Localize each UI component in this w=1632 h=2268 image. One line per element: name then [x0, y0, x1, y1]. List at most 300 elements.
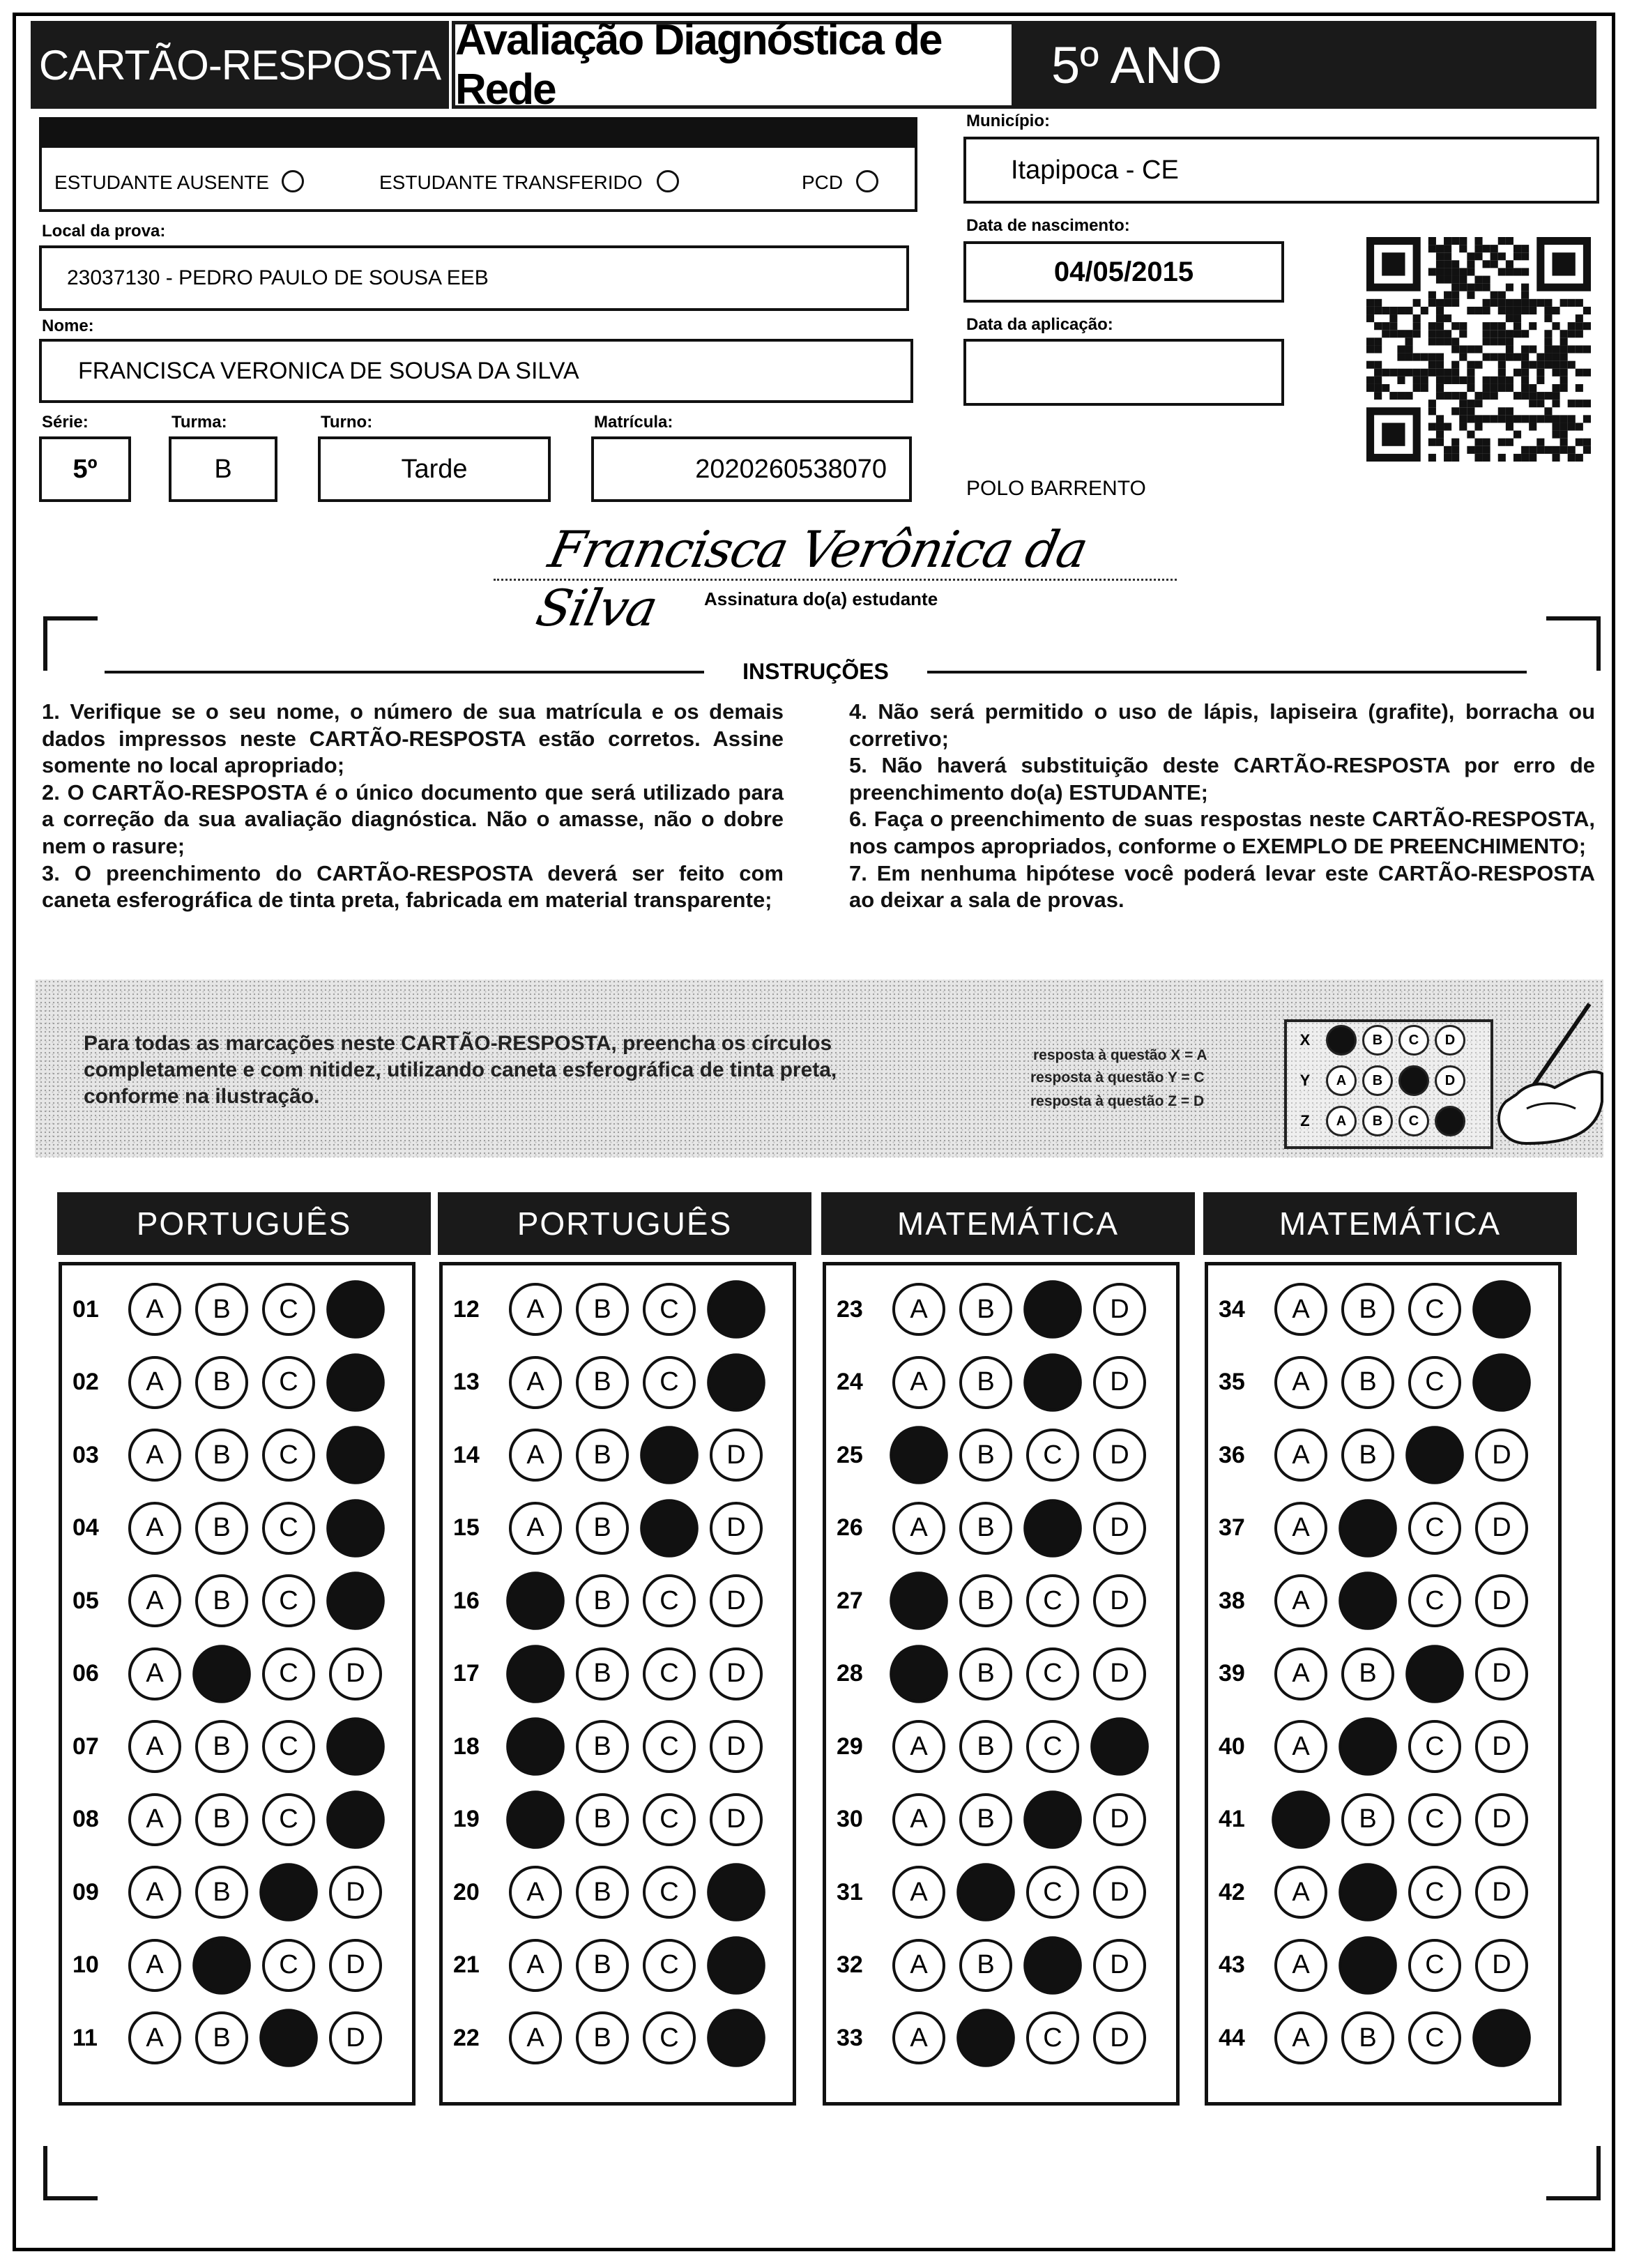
answer-bubble-b[interactable]: B	[959, 1429, 1012, 1482]
question-number: 15	[453, 1514, 480, 1541]
question-number: 22	[453, 2024, 480, 2051]
answer-bubble-c[interactable]: C	[1026, 1866, 1079, 1919]
instruction-item: 2. O CARTÃO-RESPOSTA é o único documento que será utilizado para a correção da sua avaliação diagnóstica. Não o amasse, não o dobre nem o rasure;	[42, 779, 784, 858]
answer-row	[453, 1574, 763, 1627]
answer-bubble-a[interactable]	[506, 1571, 565, 1630]
answer-bubble-a[interactable]: A	[1274, 1429, 1327, 1482]
answer-bubble-a[interactable]: A	[1274, 2011, 1327, 2064]
answer-bubble-b[interactable]: B	[576, 1647, 629, 1700]
answer-bubble-b[interactable]	[956, 2009, 1015, 2067]
example-row	[1290, 1106, 1465, 1136]
answer-bubble-c[interactable]	[1023, 1499, 1082, 1558]
answer-row	[73, 1939, 382, 1992]
answer-bubble-c[interactable]: C	[1026, 1574, 1079, 1627]
answer-row	[1219, 2011, 1528, 2064]
transferred-checkbox[interactable]	[657, 170, 679, 192]
answer-bubble-c[interactable]	[259, 2009, 318, 2067]
answer-bubble-b[interactable]: B	[195, 1866, 248, 1919]
answer-bubble-b[interactable]: B	[576, 1429, 629, 1482]
answer-bubble-c[interactable]: C	[1026, 1429, 1079, 1482]
answer-row	[1219, 1647, 1528, 1700]
corner-mark-top-right	[1546, 616, 1601, 671]
answer-bubble-b[interactable]: B	[195, 1720, 248, 1773]
answer-bubble-d[interactable]: D	[710, 1429, 763, 1482]
answer-bubble-a[interactable]: A	[1274, 1647, 1327, 1700]
answer-bubble-b[interactable]: B	[576, 1574, 629, 1627]
name-label: Nome:	[42, 317, 94, 335]
answer-bubble-c[interactable]: C	[643, 1283, 696, 1336]
answer-row	[453, 1283, 763, 1336]
example-key-y: resposta à questão Y = C	[1030, 1070, 1205, 1086]
answer-bubble-b[interactable]	[1339, 1717, 1397, 1776]
answer-bubble-b[interactable]	[956, 1863, 1015, 1921]
answer-bubble-a[interactable]: A	[509, 1429, 562, 1482]
answer-bubble-a[interactable]: A	[892, 1866, 945, 1919]
example-question-label: X	[1299, 1031, 1311, 1049]
answer-bubble-c[interactable]: C	[643, 1720, 696, 1773]
question-number: 07	[73, 1733, 99, 1760]
answer-bubble-d[interactable]	[1090, 1717, 1149, 1776]
answer-bubble-d[interactable]	[1472, 2009, 1531, 2067]
answer-bubble-c[interactable]: C	[1026, 1720, 1079, 1773]
answer-bubble-a[interactable]: A	[509, 1502, 562, 1555]
answer-bubble-c[interactable]: C	[1026, 1647, 1079, 1700]
application-date-label: Data da aplicação:	[966, 315, 1113, 334]
answer-bubble-d[interactable]: D	[1093, 1429, 1146, 1482]
answer-bubble-c[interactable]: C	[262, 1283, 315, 1336]
section-header: PORTUGUÊS	[57, 1192, 431, 1255]
answer-bubble-b[interactable]: B	[959, 1356, 1012, 1409]
answer-bubble-d[interactable]	[1472, 1280, 1531, 1339]
answer-bubble-a[interactable]: A	[892, 1356, 945, 1409]
question-number: 05	[73, 1587, 99, 1614]
birthdate-label: Data de nascimento:	[966, 216, 1130, 235]
question-number: 17	[453, 1660, 480, 1687]
answer-bubble-a[interactable]: A	[128, 1793, 181, 1846]
answer-bubble-c[interactable]: C	[1408, 1356, 1461, 1409]
example-key-z: resposta à questão Z = D	[1030, 1093, 1205, 1109]
question-number: 24	[837, 1369, 863, 1395]
answer-bubble-d[interactable]: D	[329, 1866, 382, 1919]
answer-bubble-a[interactable]: A	[1274, 1502, 1327, 1555]
answer-bubble-a[interactable]: A	[1274, 1866, 1327, 1919]
class-label: Turma:	[171, 413, 227, 432]
answer-bubble-c[interactable]: C	[1408, 1793, 1461, 1846]
example-key-x: resposta à questão X = A	[1033, 1047, 1207, 1063]
shift-label: Turno:	[321, 413, 373, 432]
answer-bubble-d[interactable]: D	[329, 2011, 382, 2064]
answer-bubble-a[interactable]: A	[509, 1356, 562, 1409]
answer-bubble-d[interactable]: D	[329, 1939, 382, 1992]
question-number: 06	[73, 1660, 99, 1687]
answer-bubble-d[interactable]	[326, 1571, 385, 1630]
municipality-field[interactable]	[963, 137, 1599, 204]
application-date-field[interactable]	[963, 339, 1284, 406]
answer-bubble-d[interactable]: D	[1093, 1647, 1146, 1700]
instruction-item: 6. Faça o preenchimento de suas respostas neste CARTÃO-RESPOSTA, nos campos apropriados, conforme o EXEMPLO DE PREENCHIMENTO;	[849, 807, 1595, 858]
answer-bubble-d[interactable]: D	[1093, 2011, 1146, 2064]
transferred-label: ESTUDANTE TRANSFERIDO	[379, 172, 643, 193]
name-field[interactable]	[39, 339, 913, 403]
answer-row	[73, 1647, 382, 1700]
answer-bubble-c[interactable]: C	[643, 1574, 696, 1627]
answer-bubble-b[interactable]: B	[576, 1793, 629, 1846]
birthdate-field[interactable]	[963, 241, 1284, 303]
answer-bubble-b[interactable]	[1339, 1499, 1397, 1558]
answer-bubble-b[interactable]: B	[576, 1939, 629, 1992]
answer-bubble-a[interactable]	[506, 1717, 565, 1776]
answer-bubble-b[interactable]: B	[195, 1283, 248, 1336]
grade-label: Série:	[42, 413, 89, 432]
grade-value: 5º	[73, 454, 98, 484]
example-row	[1290, 1025, 1465, 1056]
question-number: 01	[73, 1295, 99, 1323]
question-number: 08	[73, 1806, 99, 1832]
answer-bubble-a[interactable]: A	[1274, 1283, 1327, 1336]
answer-bubble-d[interactable]: D	[1475, 1647, 1528, 1700]
answer-bubble-d[interactable]: D	[710, 1793, 763, 1846]
answer-bubble-d[interactable]: D	[1093, 1939, 1146, 1992]
question-number: 04	[73, 1514, 99, 1541]
answer-row	[1219, 1502, 1528, 1555]
answer-bubble-c[interactable]: C	[1408, 1574, 1461, 1627]
answer-bubble-d[interactable]: D	[1475, 1429, 1528, 1482]
answer-bubble-d[interactable]: D	[1093, 1574, 1146, 1627]
answer-bubble-a[interactable]	[506, 1645, 565, 1703]
answer-bubble-c[interactable]	[1405, 1645, 1464, 1703]
instruction-item: 4. Não será permitido o uso de lápis, lapiseira (grafite), borracha ou corretivo;	[849, 699, 1595, 751]
answer-bubble-b[interactable]: B	[1341, 2011, 1394, 2064]
answer-bubble-c[interactable]: C	[1408, 1502, 1461, 1555]
answer-row	[837, 1502, 1146, 1555]
answer-bubble-d[interactable]	[707, 1863, 765, 1921]
answer-bubble-b[interactable]: B	[576, 1502, 629, 1555]
answer-bubble-a[interactable]: A	[509, 1283, 562, 1336]
answer-bubble-c[interactable]: C	[1408, 1939, 1461, 1992]
answer-bubble-d[interactable]: D	[1093, 1866, 1146, 1919]
pcd-checkbox[interactable]	[856, 170, 878, 192]
answer-bubble-a[interactable]: A	[892, 1720, 945, 1773]
absent-checkbox[interactable]	[282, 170, 304, 192]
answer-bubble-c[interactable]: C	[643, 2011, 696, 2064]
answer-bubble-a[interactable]: A	[1274, 1720, 1327, 1773]
example-bubble-b: B	[1362, 1025, 1393, 1056]
answer-row	[1219, 1866, 1528, 1919]
answer-bubble-a[interactable]: A	[128, 1720, 181, 1773]
answer-bubble-b[interactable]: B	[1341, 1647, 1394, 1700]
answer-bubble-c[interactable]	[1023, 1280, 1082, 1339]
exam-location-field[interactable]	[39, 245, 909, 311]
answer-bubble-a[interactable]: A	[128, 1647, 181, 1700]
answer-bubble-d[interactable]: D	[1093, 1502, 1146, 1555]
example-bubble-a: A	[1326, 1065, 1357, 1096]
answer-row	[73, 1866, 382, 1919]
question-number: 27	[837, 1587, 863, 1614]
example-bubble-c: C	[1398, 1025, 1429, 1056]
class-value: B	[214, 454, 232, 484]
answer-bubble-c[interactable]: C	[262, 1720, 315, 1773]
question-number: 28	[837, 1660, 863, 1687]
answer-row	[1219, 1720, 1528, 1773]
answer-bubble-b[interactable]	[1339, 1571, 1397, 1630]
example-bubble-d: D	[1435, 1065, 1465, 1096]
answer-row	[837, 1939, 1146, 1992]
answer-bubble-c[interactable]: C	[262, 1356, 315, 1409]
answer-bubble-c[interactable]	[1023, 1790, 1082, 1849]
question-number: 13	[453, 1369, 480, 1395]
answer-row	[453, 1647, 763, 1700]
answer-bubble-b[interactable]: B	[959, 1793, 1012, 1846]
example-question-label: Z	[1300, 1112, 1310, 1129]
answer-row	[73, 1502, 382, 1555]
answer-bubble-a[interactable]	[890, 1426, 948, 1484]
answer-row	[837, 2011, 1146, 2064]
answer-bubble-b[interactable]: B	[959, 1283, 1012, 1336]
instruction-item: 1. Verifique se o seu nome, o número de sua matrícula e os demais dados impressos neste CARTÃO-RESPOSTA estão corretos. Assine somente no local apropriado;	[42, 699, 784, 778]
answer-bubble-d[interactable]: D	[1475, 1574, 1528, 1627]
example-bubble-c: C	[1398, 1106, 1429, 1136]
answer-row	[453, 1720, 763, 1773]
answer-bubble-a[interactable]: A	[1274, 1939, 1327, 1992]
answer-row	[73, 1429, 382, 1482]
answer-bubble-a[interactable]: A	[1274, 1356, 1327, 1409]
answer-bubble-d[interactable]: D	[710, 1647, 763, 1700]
answer-bubble-d[interactable]: D	[710, 1720, 763, 1773]
answer-bubble-d[interactable]	[326, 1280, 385, 1339]
answer-bubble-a[interactable]	[1272, 1790, 1330, 1849]
answer-bubble-d[interactable]	[707, 1280, 765, 1339]
answer-bubble-d[interactable]: D	[1475, 1866, 1528, 1919]
answer-bubble-d[interactable]	[326, 1426, 385, 1484]
question-number: 30	[837, 1806, 863, 1832]
shift-field[interactable]	[318, 436, 551, 502]
status-bar	[39, 117, 917, 148]
question-number: 44	[1219, 2024, 1245, 2051]
answer-bubble-c[interactable]: C	[262, 1939, 315, 1992]
question-number: 12	[453, 1295, 480, 1323]
answer-bubble-a[interactable]	[890, 1571, 948, 1630]
answer-bubble-b[interactable]	[1339, 1936, 1397, 1995]
answer-bubble-b[interactable]: B	[1341, 1356, 1394, 1409]
answer-row	[837, 1356, 1146, 1409]
section-header: MATEMÁTICA	[821, 1192, 1195, 1255]
question-number: 42	[1219, 1878, 1245, 1905]
answer-bubble-b[interactable]: B	[1341, 1793, 1394, 1846]
answer-row	[837, 1866, 1146, 1919]
question-number: 34	[1219, 1295, 1245, 1323]
answer-bubble-c[interactable]: C	[643, 1647, 696, 1700]
answer-bubble-c[interactable]: C	[1408, 1866, 1461, 1919]
instructions-left	[42, 699, 784, 914]
signature-caption: Assinatura do(a) estudante	[704, 588, 938, 609]
answer-bubble-b[interactable]: B	[576, 1283, 629, 1336]
question-number: 23	[837, 1295, 863, 1323]
answer-bubble-a[interactable]: A	[892, 2011, 945, 2064]
answer-bubble-c[interactable]: C	[262, 1502, 315, 1555]
answer-bubble-d[interactable]	[1472, 1353, 1531, 1412]
answer-bubble-d[interactable]: D	[1475, 1502, 1528, 1555]
answer-bubble-c[interactable]: C	[262, 1429, 315, 1482]
answer-bubble-b[interactable]: B	[576, 1356, 629, 1409]
answer-bubble-a[interactable]: A	[128, 2011, 181, 2064]
answer-bubble-c[interactable]	[1023, 1353, 1082, 1412]
answer-bubble-d[interactable]	[326, 1790, 385, 1849]
answer-bubble-d[interactable]	[707, 1936, 765, 1995]
answer-bubble-d[interactable]: D	[1093, 1283, 1146, 1336]
answer-bubble-b[interactable]: B	[195, 2011, 248, 2064]
answer-bubble-c[interactable]: C	[262, 1647, 315, 1700]
answer-bubble-d[interactable]: D	[710, 1574, 763, 1627]
answer-bubble-b[interactable]: B	[576, 2011, 629, 2064]
answer-bubble-c[interactable]: C	[1026, 2011, 1079, 2064]
answer-bubble-a[interactable]: A	[128, 1429, 181, 1482]
example-bubble-d: D	[1435, 1025, 1465, 1056]
answer-bubble-b[interactable]	[1339, 1863, 1397, 1921]
answer-bubble-c[interactable]	[1405, 1426, 1464, 1484]
hand-pen-illustration	[1485, 997, 1603, 1150]
question-number: 41	[1219, 1806, 1245, 1832]
question-number: 37	[1219, 1514, 1245, 1541]
answer-bubble-a[interactable]: A	[128, 1356, 181, 1409]
answer-bubble-a[interactable]: A	[892, 1283, 945, 1336]
question-number: 03	[73, 1441, 99, 1468]
answer-bubble-c[interactable]: C	[643, 1356, 696, 1409]
answer-bubble-c[interactable]	[1023, 1936, 1082, 1995]
answer-row	[453, 1866, 763, 1919]
answer-bubble-b[interactable]: B	[959, 1502, 1012, 1555]
answer-bubble-a[interactable]: A	[892, 1939, 945, 1992]
question-number: 09	[73, 1878, 99, 1905]
answer-bubble-a[interactable]: A	[509, 1866, 562, 1919]
question-number: 36	[1219, 1441, 1245, 1468]
answer-bubble-b[interactable]: B	[1341, 1429, 1394, 1482]
grade-field[interactable]	[39, 436, 131, 502]
answer-row	[837, 1283, 1146, 1336]
answer-bubble-b[interactable]	[192, 1645, 251, 1703]
qr-code	[1366, 237, 1591, 462]
enrollment-field[interactable]	[591, 436, 912, 502]
answer-bubble-b[interactable]: B	[1341, 1283, 1394, 1336]
answer-bubble-a[interactable]: A	[509, 2011, 562, 2064]
instruction-item: 5. Não haverá substituição deste CARTÃO-RESPOSTA por erro de preenchimento do(a) ESTUDANTE;	[849, 753, 1595, 805]
answer-bubble-d[interactable]: D	[1475, 1720, 1528, 1773]
answer-bubble-b[interactable]: B	[195, 1793, 248, 1846]
answer-row	[837, 1647, 1146, 1700]
answer-bubble-c[interactable]: C	[262, 1574, 315, 1627]
answer-bubble-b[interactable]: B	[959, 1574, 1012, 1627]
answer-bubble-a[interactable]	[506, 1790, 565, 1849]
answer-row	[1219, 1574, 1528, 1627]
answer-bubble-d[interactable]: D	[329, 1647, 382, 1700]
student-signature: Francisca Verônica da Silva	[531, 520, 1092, 637]
question-number: 40	[1219, 1733, 1245, 1760]
question-number: 20	[453, 1878, 480, 1905]
answer-bubble-d[interactable]	[707, 2009, 765, 2067]
answer-bubble-c[interactable]: C	[643, 1866, 696, 1919]
enrollment-value: 2020260538070	[695, 454, 887, 484]
answer-bubble-c[interactable]: C	[643, 1793, 696, 1846]
grade-title: 5º ANO	[1015, 21, 1596, 109]
answer-row	[453, 2011, 763, 2064]
answer-bubble-b[interactable]	[192, 1936, 251, 1995]
answer-bubble-b[interactable]: B	[959, 1939, 1012, 1992]
answer-bubble-c[interactable]: C	[1408, 1283, 1461, 1336]
answer-bubble-b[interactable]: B	[195, 1502, 248, 1555]
answer-bubble-d[interactable]: D	[1093, 1356, 1146, 1409]
answer-bubble-b[interactable]: B	[959, 1647, 1012, 1700]
answer-bubble-a[interactable]: A	[128, 1502, 181, 1555]
name-value: FRANCISCA VERONICA DE SOUSA DA SILVA	[78, 357, 579, 384]
answer-bubble-a[interactable]: A	[892, 1502, 945, 1555]
answer-bubble-d[interactable]	[326, 1353, 385, 1412]
question-number: 43	[1219, 1951, 1245, 1978]
instruction-item: 3. O preenchimento do CARTÃO-RESPOSTA deverá ser feito com caneta esferográfica de tinta preta, fabricada em material transparente;	[42, 860, 784, 913]
answer-bubble-d[interactable]: D	[1475, 1793, 1528, 1846]
answer-bubble-b[interactable]: B	[576, 1720, 629, 1773]
answer-bubble-a[interactable]: A	[892, 1793, 945, 1846]
example-row	[1290, 1065, 1465, 1096]
answer-bubble-d[interactable]	[707, 1353, 765, 1412]
answer-bubble-a[interactable]: A	[128, 1866, 181, 1919]
answer-row	[1219, 1793, 1528, 1846]
answer-bubble-c[interactable]: C	[262, 1793, 315, 1846]
answer-bubble-b[interactable]: B	[195, 1356, 248, 1409]
question-number: 14	[453, 1441, 480, 1468]
municipality-value: Itapipoca - CE	[1011, 155, 1179, 185]
answer-row	[73, 1720, 382, 1773]
answer-bubble-c[interactable]: C	[1408, 1720, 1461, 1773]
answer-bubble-d[interactable]: D	[710, 1502, 763, 1555]
answer-bubble-d[interactable]	[326, 1499, 385, 1558]
class-field[interactable]	[169, 436, 277, 502]
question-number: 39	[1219, 1660, 1245, 1687]
question-number: 21	[453, 1951, 480, 1978]
answer-bubble-b[interactable]: B	[195, 1429, 248, 1482]
answer-bubble-b[interactable]: B	[576, 1866, 629, 1919]
answer-row	[73, 1283, 382, 1336]
answer-bubble-a[interactable]	[890, 1645, 948, 1703]
answer-bubble-a[interactable]: A	[128, 1939, 181, 1992]
example-bubble-d	[1435, 1106, 1465, 1136]
answer-bubble-c[interactable]	[640, 1499, 699, 1558]
answer-row	[73, 1356, 382, 1409]
answer-bubble-b[interactable]: B	[195, 1574, 248, 1627]
answer-bubble-a[interactable]: A	[128, 1574, 181, 1627]
answer-row	[73, 1574, 382, 1627]
answer-bubble-a[interactable]: A	[509, 1939, 562, 1992]
answer-bubble-b[interactable]: B	[959, 1720, 1012, 1773]
example-question-label: Y	[1299, 1072, 1311, 1089]
answer-bubble-a[interactable]: A	[128, 1283, 181, 1336]
answer-bubble-d[interactable]: D	[1475, 1939, 1528, 1992]
answer-bubble-c[interactable]: C	[1408, 2011, 1461, 2064]
answer-bubble-c[interactable]	[259, 1863, 318, 1921]
answer-bubble-c[interactable]	[640, 1426, 699, 1484]
answer-bubble-d[interactable]	[326, 1717, 385, 1776]
answer-bubble-d[interactable]: D	[1093, 1793, 1146, 1846]
municipality-label: Município:	[966, 112, 1050, 130]
question-number: 18	[453, 1733, 480, 1760]
birthdate-value: 04/05/2015	[1053, 256, 1194, 287]
answer-row	[837, 1793, 1146, 1846]
answer-bubble-a[interactable]: A	[1274, 1574, 1327, 1627]
answer-bubble-c[interactable]: C	[643, 1939, 696, 1992]
question-number: 33	[837, 2024, 863, 2051]
question-number: 11	[73, 2024, 98, 2051]
absent-label: ESTUDANTE AUSENTE	[54, 172, 270, 193]
card-title: CARTÃO-RESPOSTA	[31, 21, 449, 109]
instructions-right	[849, 699, 1595, 914]
